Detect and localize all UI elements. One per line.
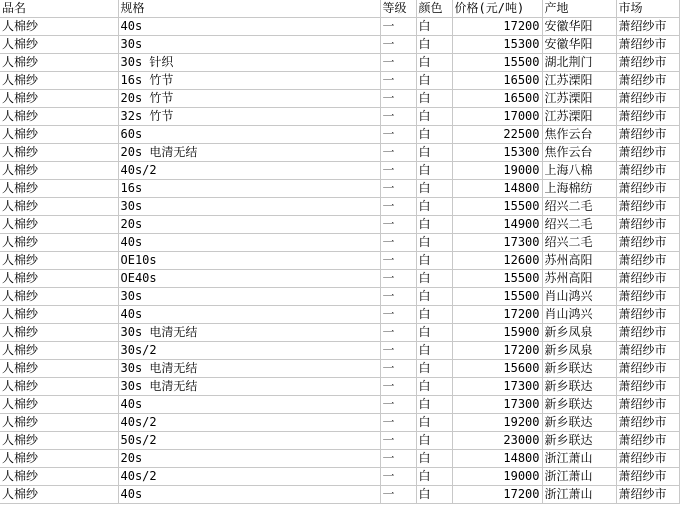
cell-market[interactable]: 萧绍纱市 [616,450,679,468]
header-spec[interactable]: 规格 [118,0,380,18]
table-row [0,450,679,468]
header-market[interactable]: 市场 [616,0,679,18]
cell-price[interactable]: 17300 [452,396,542,414]
cell-color[interactable]: 白 [416,198,452,216]
cell-origin[interactable]: 新乡联达 [542,432,616,450]
cell-product-name[interactable]: 人棉纱 [0,270,118,288]
cell-color[interactable]: 白 [416,306,452,324]
cell-spec[interactable]: 30s [118,288,380,306]
table-row [0,360,679,378]
table-body [0,18,679,504]
cell-price[interactable]: 22500 [452,126,542,144]
cell-product-name[interactable]: 人棉纱 [0,36,118,54]
cell-origin[interactable]: 肖山鸿兴 [542,306,616,324]
cell-origin[interactable]: 新乡联达 [542,414,616,432]
cell-price[interactable]: 17200 [452,306,542,324]
cell-origin[interactable]: 焦作云台 [542,144,616,162]
cell-product-name[interactable]: 人棉纱 [0,108,118,126]
cell-origin[interactable]: 绍兴二毛 [542,198,616,216]
cell-color[interactable]: 白 [416,36,452,54]
cell-origin[interactable]: 江苏溧阳 [542,72,616,90]
cell-product-name[interactable]: 人棉纱 [0,18,118,36]
cell-market[interactable]: 萧绍纱市 [616,342,679,360]
cell-market[interactable]: 萧绍纱市 [616,414,679,432]
cell-market[interactable]: 萧绍纱市 [616,18,679,36]
cell-color[interactable]: 白 [416,108,452,126]
cell-grade[interactable]: 一 [380,486,416,504]
cell-spec[interactable]: 30s 电清无结 [118,324,380,342]
cell-color[interactable]: 白 [416,162,452,180]
cell-grade[interactable]: 一 [380,18,416,36]
table-header-row [0,0,679,18]
cell-market[interactable]: 萧绍纱市 [616,288,679,306]
cell-price[interactable]: 14800 [452,180,542,198]
cell-color[interactable]: 白 [416,126,452,144]
cell-origin[interactable]: 上海棉纺 [542,180,616,198]
table-row [0,36,679,54]
cell-price[interactable]: 19200 [452,414,542,432]
table-row [0,162,679,180]
cell-grade[interactable]: 一 [380,342,416,360]
table-row [0,144,679,162]
cell-market[interactable]: 萧绍纱市 [616,198,679,216]
cell-price[interactable]: 15300 [452,144,542,162]
cell-grade[interactable]: 一 [380,126,416,144]
header-origin[interactable]: 产地 [542,0,616,18]
cell-market[interactable]: 萧绍纱市 [616,270,679,288]
cell-origin[interactable]: 安徽华阳 [542,18,616,36]
cell-product-name[interactable]: 人棉纱 [0,378,118,396]
cell-origin[interactable]: 新乡联达 [542,378,616,396]
cell-grade[interactable]: 一 [380,234,416,252]
cell-product-name[interactable]: 人棉纱 [0,450,118,468]
table-row [0,378,679,396]
table-row [0,486,679,504]
cell-product-name[interactable]: 人棉纱 [0,54,118,72]
table-row [0,234,679,252]
cell-market[interactable]: 萧绍纱市 [616,324,679,342]
cell-market[interactable]: 萧绍纱市 [616,432,679,450]
table-row [0,216,679,234]
cell-grade[interactable]: 一 [380,108,416,126]
cell-spec[interactable]: 50s/2 [118,432,380,450]
cell-color[interactable]: 白 [416,234,452,252]
cell-product-name[interactable]: 人棉纱 [0,486,118,504]
table-row [0,252,679,270]
cell-price[interactable]: 15300 [452,36,542,54]
cell-spec[interactable]: 40s [118,306,380,324]
table-row [0,396,679,414]
cell-color[interactable]: 白 [416,288,452,306]
cell-product-name[interactable]: 人棉纱 [0,144,118,162]
cell-grade[interactable]: 一 [380,396,416,414]
cell-price[interactable]: 15500 [452,270,542,288]
cell-market[interactable]: 萧绍纱市 [616,54,679,72]
cell-grade[interactable]: 一 [380,162,416,180]
cell-price[interactable]: 23000 [452,432,542,450]
cell-grade[interactable]: 一 [380,144,416,162]
cell-grade[interactable]: 一 [380,360,416,378]
cell-spec[interactable]: 32s 竹节 [118,108,380,126]
table-row [0,72,679,90]
cell-origin[interactable]: 新乡凤泉 [542,342,616,360]
cell-grade[interactable]: 一 [380,180,416,198]
header-grade[interactable]: 等级 [380,0,416,18]
cell-color[interactable]: 白 [416,324,452,342]
cell-price[interactable]: 14900 [452,216,542,234]
cell-market[interactable]: 萧绍纱市 [616,306,679,324]
cell-spec[interactable]: 30s 电清无结 [118,378,380,396]
header-price[interactable]: 价格(元/吨) [452,0,542,18]
cell-price[interactable]: 17000 [452,108,542,126]
cell-grade[interactable]: 一 [380,378,416,396]
table-row [0,432,679,450]
cell-price[interactable]: 15900 [452,324,542,342]
cell-grade[interactable]: 一 [380,198,416,216]
cell-origin[interactable]: 绍兴二毛 [542,216,616,234]
cell-price[interactable]: 14800 [452,450,542,468]
table-row [0,342,679,360]
cell-price[interactable]: 17300 [452,378,542,396]
cell-color[interactable]: 白 [416,180,452,198]
cell-color[interactable]: 白 [416,486,452,504]
cell-price[interactable]: 15500 [452,288,542,306]
cell-market[interactable]: 萧绍纱市 [616,36,679,54]
cell-color[interactable]: 白 [416,18,452,36]
cell-color[interactable]: 白 [416,432,452,450]
cell-grade[interactable]: 一 [380,90,416,108]
cell-color[interactable]: 白 [416,270,452,288]
cell-origin[interactable]: 浙江萧山 [542,486,616,504]
cell-price[interactable]: 19000 [452,468,542,486]
cell-grade[interactable]: 一 [380,252,416,270]
header-product-name[interactable]: 品名 [0,0,118,18]
cell-market[interactable]: 萧绍纱市 [616,396,679,414]
cell-product-name[interactable]: 人棉纱 [0,72,118,90]
cell-color[interactable]: 白 [416,54,452,72]
cell-product-name[interactable]: 人棉纱 [0,198,118,216]
cell-color[interactable]: 白 [416,360,452,378]
cell-price[interactable]: 17200 [452,18,542,36]
cell-origin[interactable]: 新乡联达 [542,396,616,414]
cell-product-name[interactable]: 人棉纱 [0,288,118,306]
cell-grade[interactable]: 一 [380,468,416,486]
cell-spec[interactable]: 30s 电清无结 [118,360,380,378]
cell-product-name[interactable]: 人棉纱 [0,180,118,198]
cell-market[interactable]: 萧绍纱市 [616,486,679,504]
cell-market[interactable]: 萧绍纱市 [616,90,679,108]
cell-color[interactable]: 白 [416,72,452,90]
cell-market[interactable]: 萧绍纱市 [616,108,679,126]
cell-spec[interactable]: 16s 竹节 [118,72,380,90]
cell-spec[interactable]: 20s 竹节 [118,90,380,108]
cell-origin[interactable]: 浙江萧山 [542,450,616,468]
cell-grade[interactable]: 一 [380,306,416,324]
cell-product-name[interactable]: 人棉纱 [0,468,118,486]
cell-spec[interactable]: 40s [118,234,380,252]
cell-product-name[interactable]: 人棉纱 [0,360,118,378]
cell-spec[interactable]: 40s/2 [118,414,380,432]
cell-grade[interactable]: 一 [380,450,416,468]
cell-spec[interactable]: 30s [118,36,380,54]
cell-market[interactable]: 萧绍纱市 [616,234,679,252]
cell-product-name[interactable]: 人棉纱 [0,432,118,450]
cell-origin[interactable]: 苏州高阳 [542,270,616,288]
cell-color[interactable]: 白 [416,450,452,468]
cell-spec[interactable]: 40s/2 [118,468,380,486]
cell-price[interactable]: 15600 [452,360,542,378]
cell-origin[interactable]: 江苏溧阳 [542,108,616,126]
cell-color[interactable]: 白 [416,144,452,162]
cell-market[interactable]: 萧绍纱市 [616,144,679,162]
table-row [0,18,679,36]
header-color[interactable]: 颜色 [416,0,452,18]
cell-market[interactable]: 萧绍纱市 [616,162,679,180]
cell-product-name[interactable]: 人棉纱 [0,162,118,180]
cell-color[interactable]: 白 [416,414,452,432]
cell-grade[interactable]: 一 [380,414,416,432]
cell-product-name[interactable]: 人棉纱 [0,414,118,432]
cell-origin[interactable]: 肖山鸿兴 [542,288,616,306]
table-row [0,90,679,108]
cell-price[interactable]: 17200 [452,342,542,360]
cell-market[interactable]: 萧绍纱市 [616,216,679,234]
cell-spec[interactable]: 40s [118,396,380,414]
cell-grade[interactable]: 一 [380,216,416,234]
cell-origin[interactable]: 安徽华阳 [542,36,616,54]
cell-origin[interactable]: 新乡联达 [542,360,616,378]
cell-spec[interactable]: 60s [118,126,380,144]
cell-origin[interactable]: 绍兴二毛 [542,234,616,252]
cell-color[interactable]: 白 [416,252,452,270]
cell-market[interactable]: 萧绍纱市 [616,468,679,486]
table-row [0,108,679,126]
cell-product-name[interactable]: 人棉纱 [0,306,118,324]
table-row [0,324,679,342]
cell-color[interactable]: 白 [416,468,452,486]
cell-origin[interactable]: 江苏溧阳 [542,90,616,108]
cell-color[interactable]: 白 [416,342,452,360]
table-row [0,54,679,72]
cell-price[interactable]: 19000 [452,162,542,180]
table-row [0,180,679,198]
table-row [0,288,679,306]
cell-color[interactable]: 白 [416,396,452,414]
cell-product-name[interactable]: 人棉纱 [0,324,118,342]
table-row [0,126,679,144]
cell-spec[interactable]: OE10s [118,252,380,270]
cell-product-name[interactable]: 人棉纱 [0,90,118,108]
cell-spec[interactable]: 30s [118,198,380,216]
cell-color[interactable]: 白 [416,90,452,108]
cell-market[interactable]: 萧绍纱市 [616,180,679,198]
cell-origin[interactable]: 上海八棉 [542,162,616,180]
cell-market[interactable]: 萧绍纱市 [616,72,679,90]
cell-color[interactable]: 白 [416,216,452,234]
cell-origin[interactable]: 焦作云台 [542,126,616,144]
cell-grade[interactable]: 一 [380,36,416,54]
table-row [0,414,679,432]
cell-origin[interactable]: 浙江萧山 [542,468,616,486]
table-row [0,198,679,216]
cell-spec[interactable]: 40s [118,486,380,504]
cell-spec[interactable]: 40s [118,18,380,36]
cell-price[interactable]: 15500 [452,54,542,72]
cell-product-name[interactable]: 人棉纱 [0,234,118,252]
table-row [0,306,679,324]
table-row [0,270,679,288]
cell-price[interactable]: 16500 [452,90,542,108]
cell-spec[interactable]: 20s [118,450,380,468]
cell-grade[interactable]: 一 [380,432,416,450]
cell-spec[interactable]: 30s 针织 [118,54,380,72]
cell-spec[interactable]: 16s [118,180,380,198]
cell-product-name[interactable]: 人棉纱 [0,126,118,144]
cell-grade[interactable]: 一 [380,54,416,72]
cell-price[interactable]: 17200 [452,486,542,504]
cell-price[interactable]: 12600 [452,252,542,270]
cell-product-name[interactable]: 人棉纱 [0,216,118,234]
cell-product-name[interactable]: 人棉纱 [0,342,118,360]
cell-origin[interactable]: 湖北荆门 [542,54,616,72]
cell-grade[interactable]: 一 [380,288,416,306]
cell-price[interactable]: 17300 [452,234,542,252]
cell-origin[interactable]: 苏州高阳 [542,252,616,270]
cell-market[interactable]: 萧绍纱市 [616,378,679,396]
table-row [0,468,679,486]
cell-market[interactable]: 萧绍纱市 [616,252,679,270]
cell-market[interactable]: 萧绍纱市 [616,360,679,378]
cell-product-name[interactable]: 人棉纱 [0,252,118,270]
cell-market[interactable]: 萧绍纱市 [616,126,679,144]
cell-color[interactable]: 白 [416,378,452,396]
cell-origin[interactable]: 新乡凤泉 [542,324,616,342]
cell-grade[interactable]: 一 [380,270,416,288]
cell-grade[interactable]: 一 [380,324,416,342]
cell-spec[interactable]: 20s [118,216,380,234]
cell-grade[interactable]: 一 [380,72,416,90]
cell-spec[interactable]: 20s 电清无结 [118,144,380,162]
cell-spec[interactable]: 40s/2 [118,162,380,180]
cell-price[interactable]: 16500 [452,72,542,90]
cell-spec[interactable]: 30s/2 [118,342,380,360]
cell-price[interactable]: 15500 [452,198,542,216]
cell-product-name[interactable]: 人棉纱 [0,396,118,414]
cell-spec[interactable]: OE40s [118,270,380,288]
